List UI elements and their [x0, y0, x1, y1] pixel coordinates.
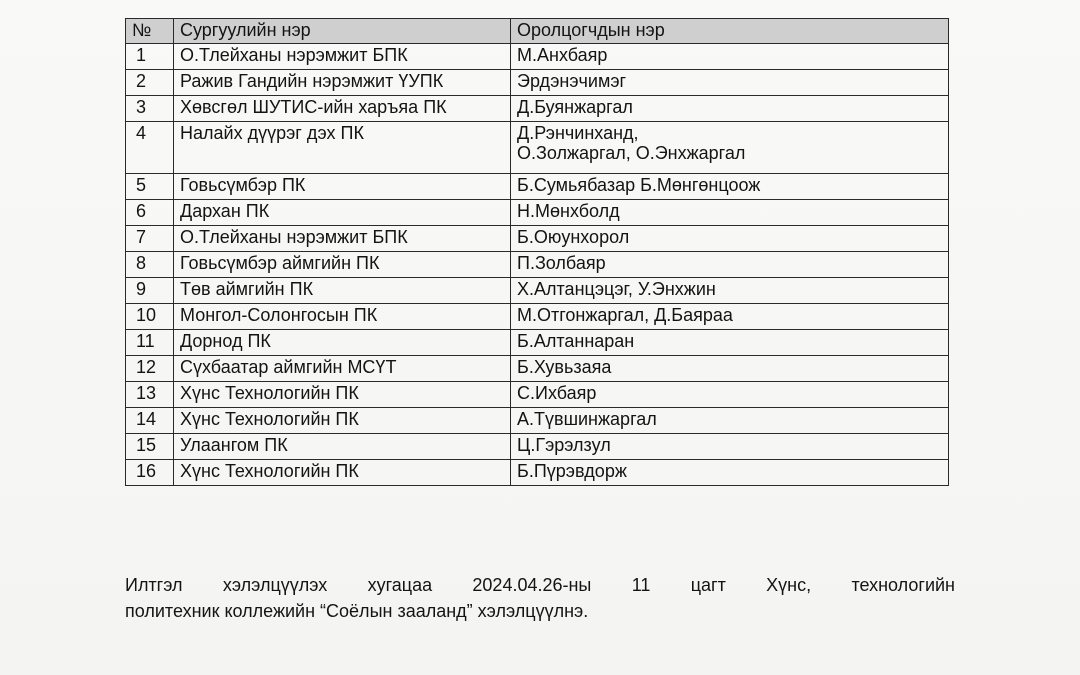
row-school: Хөвсгөл ШУТИС-ийн харъяа ПК: [174, 96, 511, 122]
row-num: 11: [126, 330, 174, 356]
participants-table: [125, 18, 949, 486]
row-participant-line1: Д.Рэнчинханд,: [517, 123, 639, 143]
row-school: Налайх дүүрэг дэх ПК: [174, 122, 511, 174]
row-num: 15: [126, 434, 174, 460]
row-school: О.Тлейханы нэрэмжит БПК: [174, 226, 511, 252]
row-num: 9: [126, 278, 174, 304]
row-num: 1: [126, 44, 174, 70]
row-school: Сүхбаатар аймгийн МСҮТ: [174, 356, 511, 382]
row-participant: Б.Оюунхорол: [511, 226, 949, 252]
row-num: 13: [126, 382, 174, 408]
row-participant: С.Ихбаяр: [511, 382, 949, 408]
row-participant: Д.Буянжаргал: [511, 96, 949, 122]
table-row: [126, 70, 949, 96]
row-school: Монгол-Солонгосын ПК: [174, 304, 511, 330]
row-school: Ражив Гандийн нэрэмжит ҮУПК: [174, 70, 511, 96]
table-row: [126, 460, 949, 486]
table-row: [126, 96, 949, 122]
header-participant: Оролцогчдын нэр: [511, 19, 949, 44]
row-school: Говьсүмбэр ПК: [174, 174, 511, 200]
row-school: Хүнс Технологийн ПК: [174, 408, 511, 434]
row-participant: П.Золбаяр: [511, 252, 949, 278]
row-num: 7: [126, 226, 174, 252]
table-row: [126, 330, 949, 356]
row-school: Хүнс Технологийн ПК: [174, 382, 511, 408]
table-row: [126, 382, 949, 408]
header-school: Сургуулийн нэр: [174, 19, 511, 44]
row-participant: Б.Хувьзаяа: [511, 356, 949, 382]
table-header-row: [126, 19, 949, 44]
note-line-1: Илтгэл хэлэлцүүлэх хугацаа 2024.04.26-ны 11 цагт Хүнс, технологийн: [125, 575, 955, 595]
row-participant: М.Отгонжаргал, Д.Баяраа: [511, 304, 949, 330]
row-num: 5: [126, 174, 174, 200]
row-participant: М.Анхбаяр: [511, 44, 949, 70]
row-participant: Х.Алтанцэцэг, У.Энхжин: [511, 278, 949, 304]
row-participant: Б.Алтаннаран: [511, 330, 949, 356]
row-participant: А.Түвшинжаргал: [511, 408, 949, 434]
row-participant: Н.Мөнхболд: [511, 200, 949, 226]
row-num: 14: [126, 408, 174, 434]
table-row: [126, 252, 949, 278]
table-row: [126, 304, 949, 330]
header-num: №: [126, 19, 174, 44]
table-row: [126, 174, 949, 200]
table-row: [126, 408, 949, 434]
row-participant: Эрдэнэчимэг: [511, 70, 949, 96]
row-participant: Ц.Гэрэлзул: [511, 434, 949, 460]
row-school: О.Тлейханы нэрэмжит БПК: [174, 44, 511, 70]
row-num: 10: [126, 304, 174, 330]
row-num: 16: [126, 460, 174, 486]
table-row: [126, 356, 949, 382]
table-row: [126, 122, 949, 174]
discussion-note: [125, 572, 955, 624]
row-num: 4: [126, 122, 174, 174]
row-num: 8: [126, 252, 174, 278]
table-row: [126, 200, 949, 226]
row-num: 3: [126, 96, 174, 122]
table-row: [126, 226, 949, 252]
row-num: 12: [126, 356, 174, 382]
row-school: Дархан ПК: [174, 200, 511, 226]
row-school: Улаангом ПК: [174, 434, 511, 460]
row-participant: Б.Пүрэвдорж: [511, 460, 949, 486]
note-line-2: политехник коллежийн “Соёлын зааланд” хэлэлцүүлнэ.: [125, 601, 589, 621]
row-participant-line2: О.Золжаргал, О.Энхжаргал: [517, 143, 746, 163]
row-participant: [511, 122, 949, 174]
table-row: [126, 434, 949, 460]
row-num: 6: [126, 200, 174, 226]
row-participant: Б.Сумьябазар Б.Мөнгөнцоож: [511, 174, 949, 200]
row-school: Говьсүмбэр аймгийн ПК: [174, 252, 511, 278]
row-num: 2: [126, 70, 174, 96]
row-school: Дорнод ПК: [174, 330, 511, 356]
row-school: Хүнс Технологийн ПК: [174, 460, 511, 486]
row-school: Төв аймгийн ПК: [174, 278, 511, 304]
table-row: [126, 44, 949, 70]
table-row: [126, 278, 949, 304]
